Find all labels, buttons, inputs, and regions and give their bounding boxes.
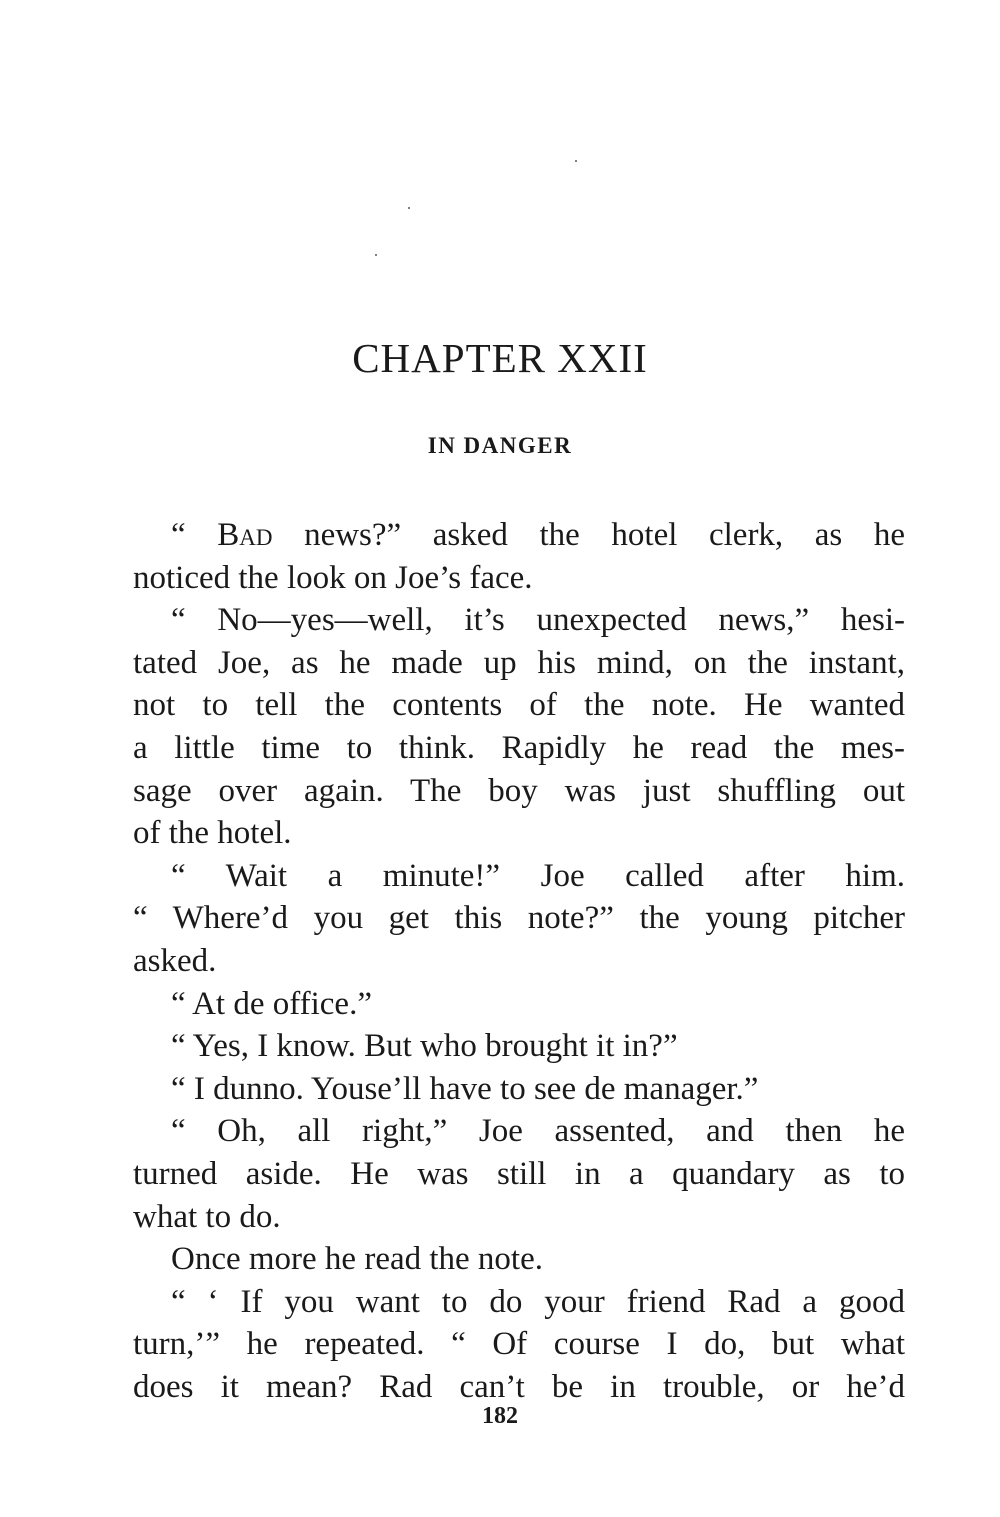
line-text: sage over again. The boy was just shuffling out [133, 772, 905, 809]
line-text: tated Joe, as he made up his mind, on the instant, [133, 644, 905, 681]
chapter-subtitle: IN DANGER [427, 433, 573, 458]
line-text: asked. [133, 942, 217, 979]
line-text: turn,’” he repeated. “ Of course I do, but what [133, 1326, 905, 1363]
line-text: noticed the look on Joe’s face. [133, 559, 533, 596]
line-text: Once more he read the note. [171, 1241, 543, 1278]
text-line [133, 514, 905, 557]
text-line [133, 599, 905, 642]
text-line [133, 1323, 905, 1366]
text-line [133, 642, 905, 685]
text-line [133, 1110, 905, 1153]
body-text [133, 514, 905, 1408]
small-caps-word: Bad [217, 517, 273, 553]
text-line [133, 855, 905, 898]
line-text: “ No—yes—well, it’s unexpected news,” hesi- [171, 602, 905, 639]
line-text: what to do. [133, 1198, 281, 1235]
paper-speck [408, 207, 410, 209]
text-line [133, 770, 905, 813]
text-line [133, 1153, 905, 1196]
line-text: turned aside. He was still in a quandary as to [133, 1155, 905, 1192]
line-text: “ Bad news?” asked the hotel clerk, as he [171, 517, 906, 553]
text-line [133, 1238, 905, 1281]
line-text: not to tell the contents of the note. He wanted [133, 687, 905, 724]
line-text: “ At de office.” [171, 985, 372, 1022]
line-text: “ Oh, all right,” Joe assented, and then he [171, 1113, 905, 1150]
line-text: “ Wait a minute!” Joe called after him. [171, 857, 905, 894]
text-line [133, 983, 905, 1026]
line-text: “ Yes, I know. But who brought it in?” [171, 1028, 678, 1065]
paper-speck [375, 254, 377, 256]
line-text: “ Where’d you get this note?” the young pitcher [133, 900, 905, 937]
text-line [133, 1068, 905, 1111]
text-line [133, 1025, 905, 1068]
text-line [133, 557, 905, 600]
text-line [133, 1196, 905, 1239]
text-line [133, 1281, 905, 1324]
text-line [133, 684, 905, 727]
chapter-title: CHAPTER XXII [352, 335, 648, 381]
text-line [133, 812, 905, 855]
text-line [133, 940, 905, 983]
line-text: “ I dunno. Youse’ll have to see de manager.” [171, 1070, 759, 1107]
text-line [133, 897, 905, 940]
line-text: does it mean? Rad can’t be in trouble, or he’d [133, 1368, 905, 1405]
text-line [133, 727, 905, 770]
paper-speck [575, 160, 577, 162]
page-number: 182 [482, 1403, 518, 1429]
line-text: “ ‘ If you want to do your friend Rad a good [171, 1283, 905, 1320]
line-text: a little time to think. Rapidly he read the mes- [133, 729, 905, 766]
line-text: of the hotel. [133, 815, 292, 852]
